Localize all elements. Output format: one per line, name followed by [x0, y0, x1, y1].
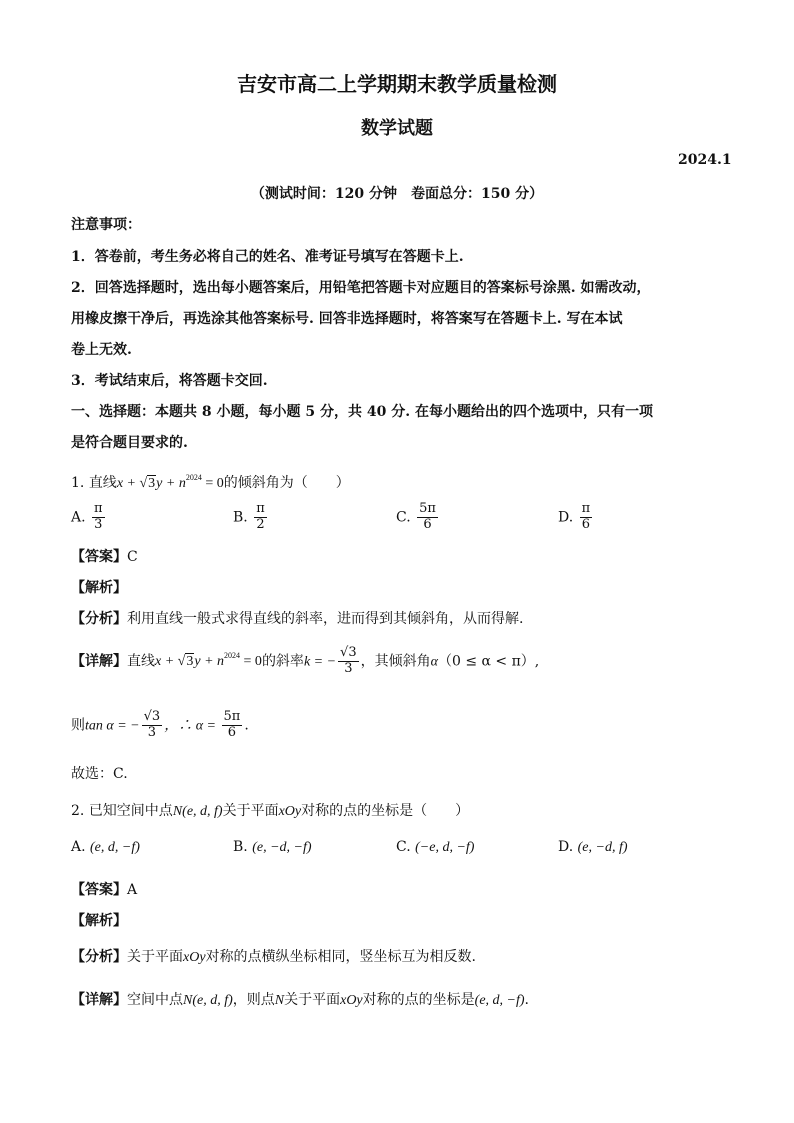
- question-2-detail: 【详解】空间中点N(e, d, f)，则点N关于平面xOy对称的点的坐标是(e, d, −f).: [71, 992, 529, 1008]
- question-1-fenxi: 【分析】利用直线一般式求得直线的斜率，进而得到其倾斜角，从而得解.: [71, 611, 524, 627]
- note-1: 1．答卷前，考生务必将自己的姓名、准考证号填写在答题卡上.: [71, 249, 464, 265]
- exam-info: （测试时间：120 分钟 卷面总分：150 分）: [250, 186, 544, 202]
- question-1-then: 则tan α = − $\frac{√3}{3}$ ，∴ α = $\frac{5\pi}{6}$ .: [71, 709, 249, 740]
- section-1-line-2: 是符合题目要求的.: [71, 435, 188, 451]
- option-b: B. $\frac{\pi}{2}$: [233, 501, 265, 532]
- notes-heading: 注意事项：: [71, 217, 141, 233]
- question-2-analysis-label: 【解析】: [71, 913, 127, 929]
- question-number: 1.: [71, 475, 85, 491]
- note-2-line-2: 用橡皮擦干净后，再选涂其他答案标号. 回答非选择题时，将答案写在答题卡上. 写在本试: [71, 311, 623, 327]
- option-d: D. $\frac{\pi}{6}$: [558, 501, 591, 532]
- question-2-stem: 2. 已知空间中点N(e, d, f)关于平面xOy对称的点的坐标是（ ）: [71, 803, 470, 819]
- question-1-analysis-label: 【解析】: [71, 580, 127, 596]
- question-2-fenxi: 【分析】关于平面xOy对称的点横纵坐标相同，竖坐标互为相反数.: [71, 949, 476, 965]
- question-1-choose: 故选：C.: [71, 766, 128, 782]
- note-2-line-1: 2．回答选择题时，选出每小题答案后，用铅笔把答题卡对应题目的答案标号涂黑. 如需改动，: [71, 280, 651, 296]
- line-equation: $x + √3y + n^{2024} = 0$: [116, 473, 224, 491]
- question-tail: 的倾斜角为（ ）: [223, 475, 350, 491]
- section-1-line-1: 一、选择题：本题共 8 小题，每小题 5 分，共 40 分. 在每小题给出的四个选项中，只有一项: [71, 404, 653, 420]
- exam-date: 2024.1: [678, 152, 732, 168]
- question-2-answer: 【答案】A: [71, 882, 138, 898]
- option-d: D. (e, −d, f): [558, 839, 628, 855]
- question-1-answer: 【答案】C: [71, 549, 138, 565]
- question-1-stem: [71, 472, 350, 492]
- note-2-line-3: 卷上无效.: [71, 342, 132, 358]
- page-subtitle: 数学试题: [361, 118, 433, 139]
- question-1-detail: 【详解】直线$x + √3y + n^{2024} = 0$的斜率k = − $\frac{√3}{3}$ ，其倾斜角α（0 ≤ α < π）,: [71, 645, 540, 676]
- page-title: 吉安市高二上学期期末教学质量检测: [237, 72, 557, 96]
- note-3: 3．考试结束后，将答题卡交回.: [71, 373, 268, 389]
- option-a: A. $\frac{\pi}{3}$: [71, 501, 103, 532]
- option-b: B. (e, −d, −f): [233, 839, 312, 855]
- question-lead: 直线: [88, 475, 117, 491]
- option-c: C. (−e, d, −f): [396, 839, 475, 855]
- option-a: A. (e, d, −f): [71, 839, 140, 855]
- option-c: C. $\frac{5\pi}{6}$: [396, 501, 436, 532]
